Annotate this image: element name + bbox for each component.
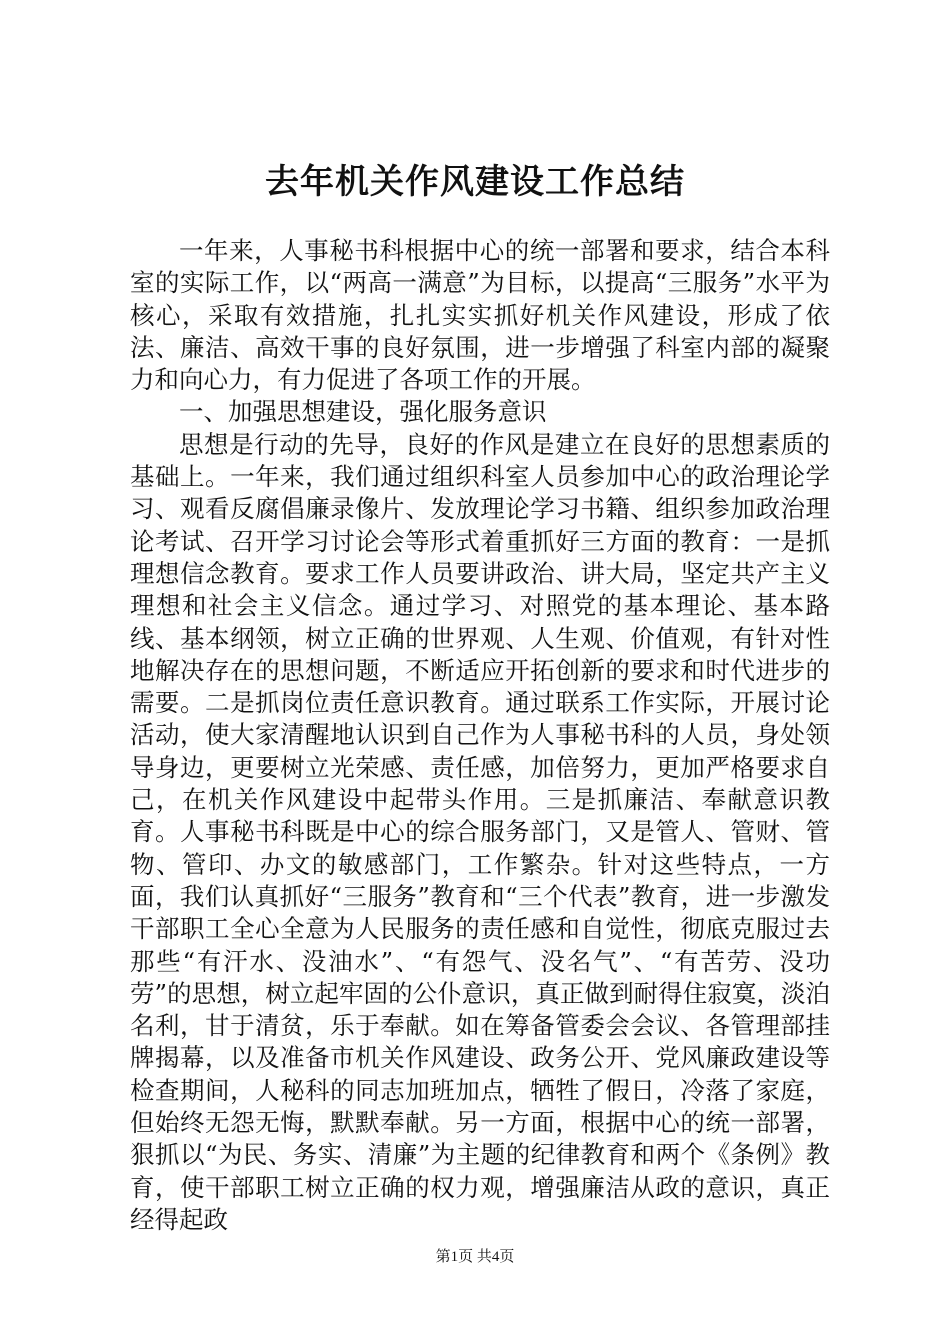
body-paragraph: 思想是行动的先导，良好的作风是建立在良好的思想素质的基础上。一年来，我们通过组织科室人员参加中心的政治理论学习、观看反腐倡廉录像片、发放理论学习书籍、组织参加政治理论考试、召开学习讨论会等形式着重抓好三方面的教育：一是抓理想信念教育。要求工作人员要讲政治、讲大局，坚定共产主义理想和社会主义信念。通过学习、对照党的基本理论、基本路线、基本纲领，树立正确的世界观、人生观、价值观，有针对性地解决存在的思想问题，不断适应开拓创新的要求和时代进步的需要。二是抓岗位责任意识教育。通过联系工作实际，开展讨论活动，使大家清醒地认识到自己作为人事秘书科的人员，身处领导身边，更要树立光荣感、责任感，加倍努力，更加严格要求自己，在机关作风建设中起带头作用。三是抓廉洁、奉献意识教育。人事秘书科既是中心的综合服务部门，又是管人、管财、管物、管印、办文的敏感部门，工作繁杂。针对这些特点，一方面，我们认真抓好“三服务”教育和“三个代表”教育，进一步激发干部职工全心全意为人民服务的责任感和自觉性，彻底克服过去那些“有汗水、没油水”、“有怨气、没名气”、“有苦劳、没功劳”的思想，树立起牢固的公仆意识，真正做到耐得住寂寞，淡泊名利，甘于清贫，乐于奉献。如在筹备管委会会议、各管理部挂牌揭幕，以及准备市机关作风建设、政务公开、党风廉政建设等检查期间，人秘科的同志加班加点，牺牲了假日，冷落了家庭，但始终无怨无悔，默默奉献。另一方面，根据中心的统一部署，狠抓以“为民、务实、清廉”为主题的纪律教育和两个《条例》教育，使干部职工树立正确的权力观，增强廉洁从政的意识，真正经得起政 xyxy=(130,429,830,1234)
section-heading: 一、加强思想建设，强化服务意识 xyxy=(179,397,547,427)
page-number-footer: 第1页 共4页 xyxy=(435,1249,515,1265)
document-title: 去年机关作风建设工作总结 xyxy=(265,162,685,202)
intro-paragraph: 一年来，人事秘书科根据中心的统一部署和要求，结合本科室的实际工作，以“两高一满意”为目标，以提高“三服务”水平为核心，采取有效措施，扎扎实实抓好机关作风建设，形成了依法、廉洁、高效干事的良好氛围，进一步增强了科室内部的凝聚力和向心力，有力促进了各项工作的开展。 xyxy=(130,236,830,395)
document-body xyxy=(130,235,830,1236)
